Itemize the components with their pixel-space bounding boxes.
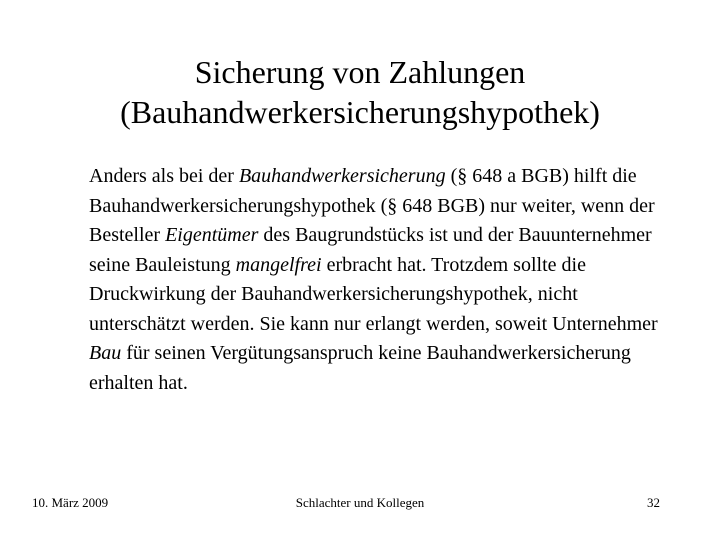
body-emphasis-bauhandwerkersicherung: Bauhandwerkersicherung bbox=[238, 165, 446, 187]
body-text-segment: des Baugrundstücks ist und der Bauunternehmer seine Bauleistung bbox=[89, 224, 652, 276]
body-text-segment: Anders als bei der bbox=[89, 165, 239, 187]
footer-page-number: 32 bbox=[647, 495, 660, 510]
slide-title-line-1: Sicherung von Zahlungen bbox=[194, 54, 526, 90]
slide-title-line-2: (Bauhandwerkersicherungshypothek) bbox=[120, 94, 600, 130]
body-emphasis-bau: Bau bbox=[89, 342, 122, 364]
footer-author: Schlachter und Kollegen bbox=[295, 495, 425, 510]
slide-title bbox=[60, 52, 660, 132]
body-emphasis-eigentuemer: Eigentümer bbox=[165, 224, 259, 246]
body-emphasis-mangelfrei: mangelfrei bbox=[235, 253, 322, 276]
body-paragraph bbox=[89, 162, 679, 398]
body-text-segment: erbracht hat. Trotzdem sollte die Druckwirkung der Bauhandwerkersicherungshypothek, nicht unterschätzt werden. Sie kann nur erlangt werden, soweit Unternehmer bbox=[89, 253, 658, 335]
footer-date: 10. März 2009 bbox=[32, 495, 109, 510]
body-text-segment: für seinen Vergütungsanspruch keine Bauhandwerkersicherung erhalten hat. bbox=[89, 342, 631, 394]
body-text-segment: (§ 648 a BGB) hilft die Bauhandwerkersicherungshypothek (§ 648 BGB) nur weiter, wenn der Besteller bbox=[89, 165, 655, 246]
